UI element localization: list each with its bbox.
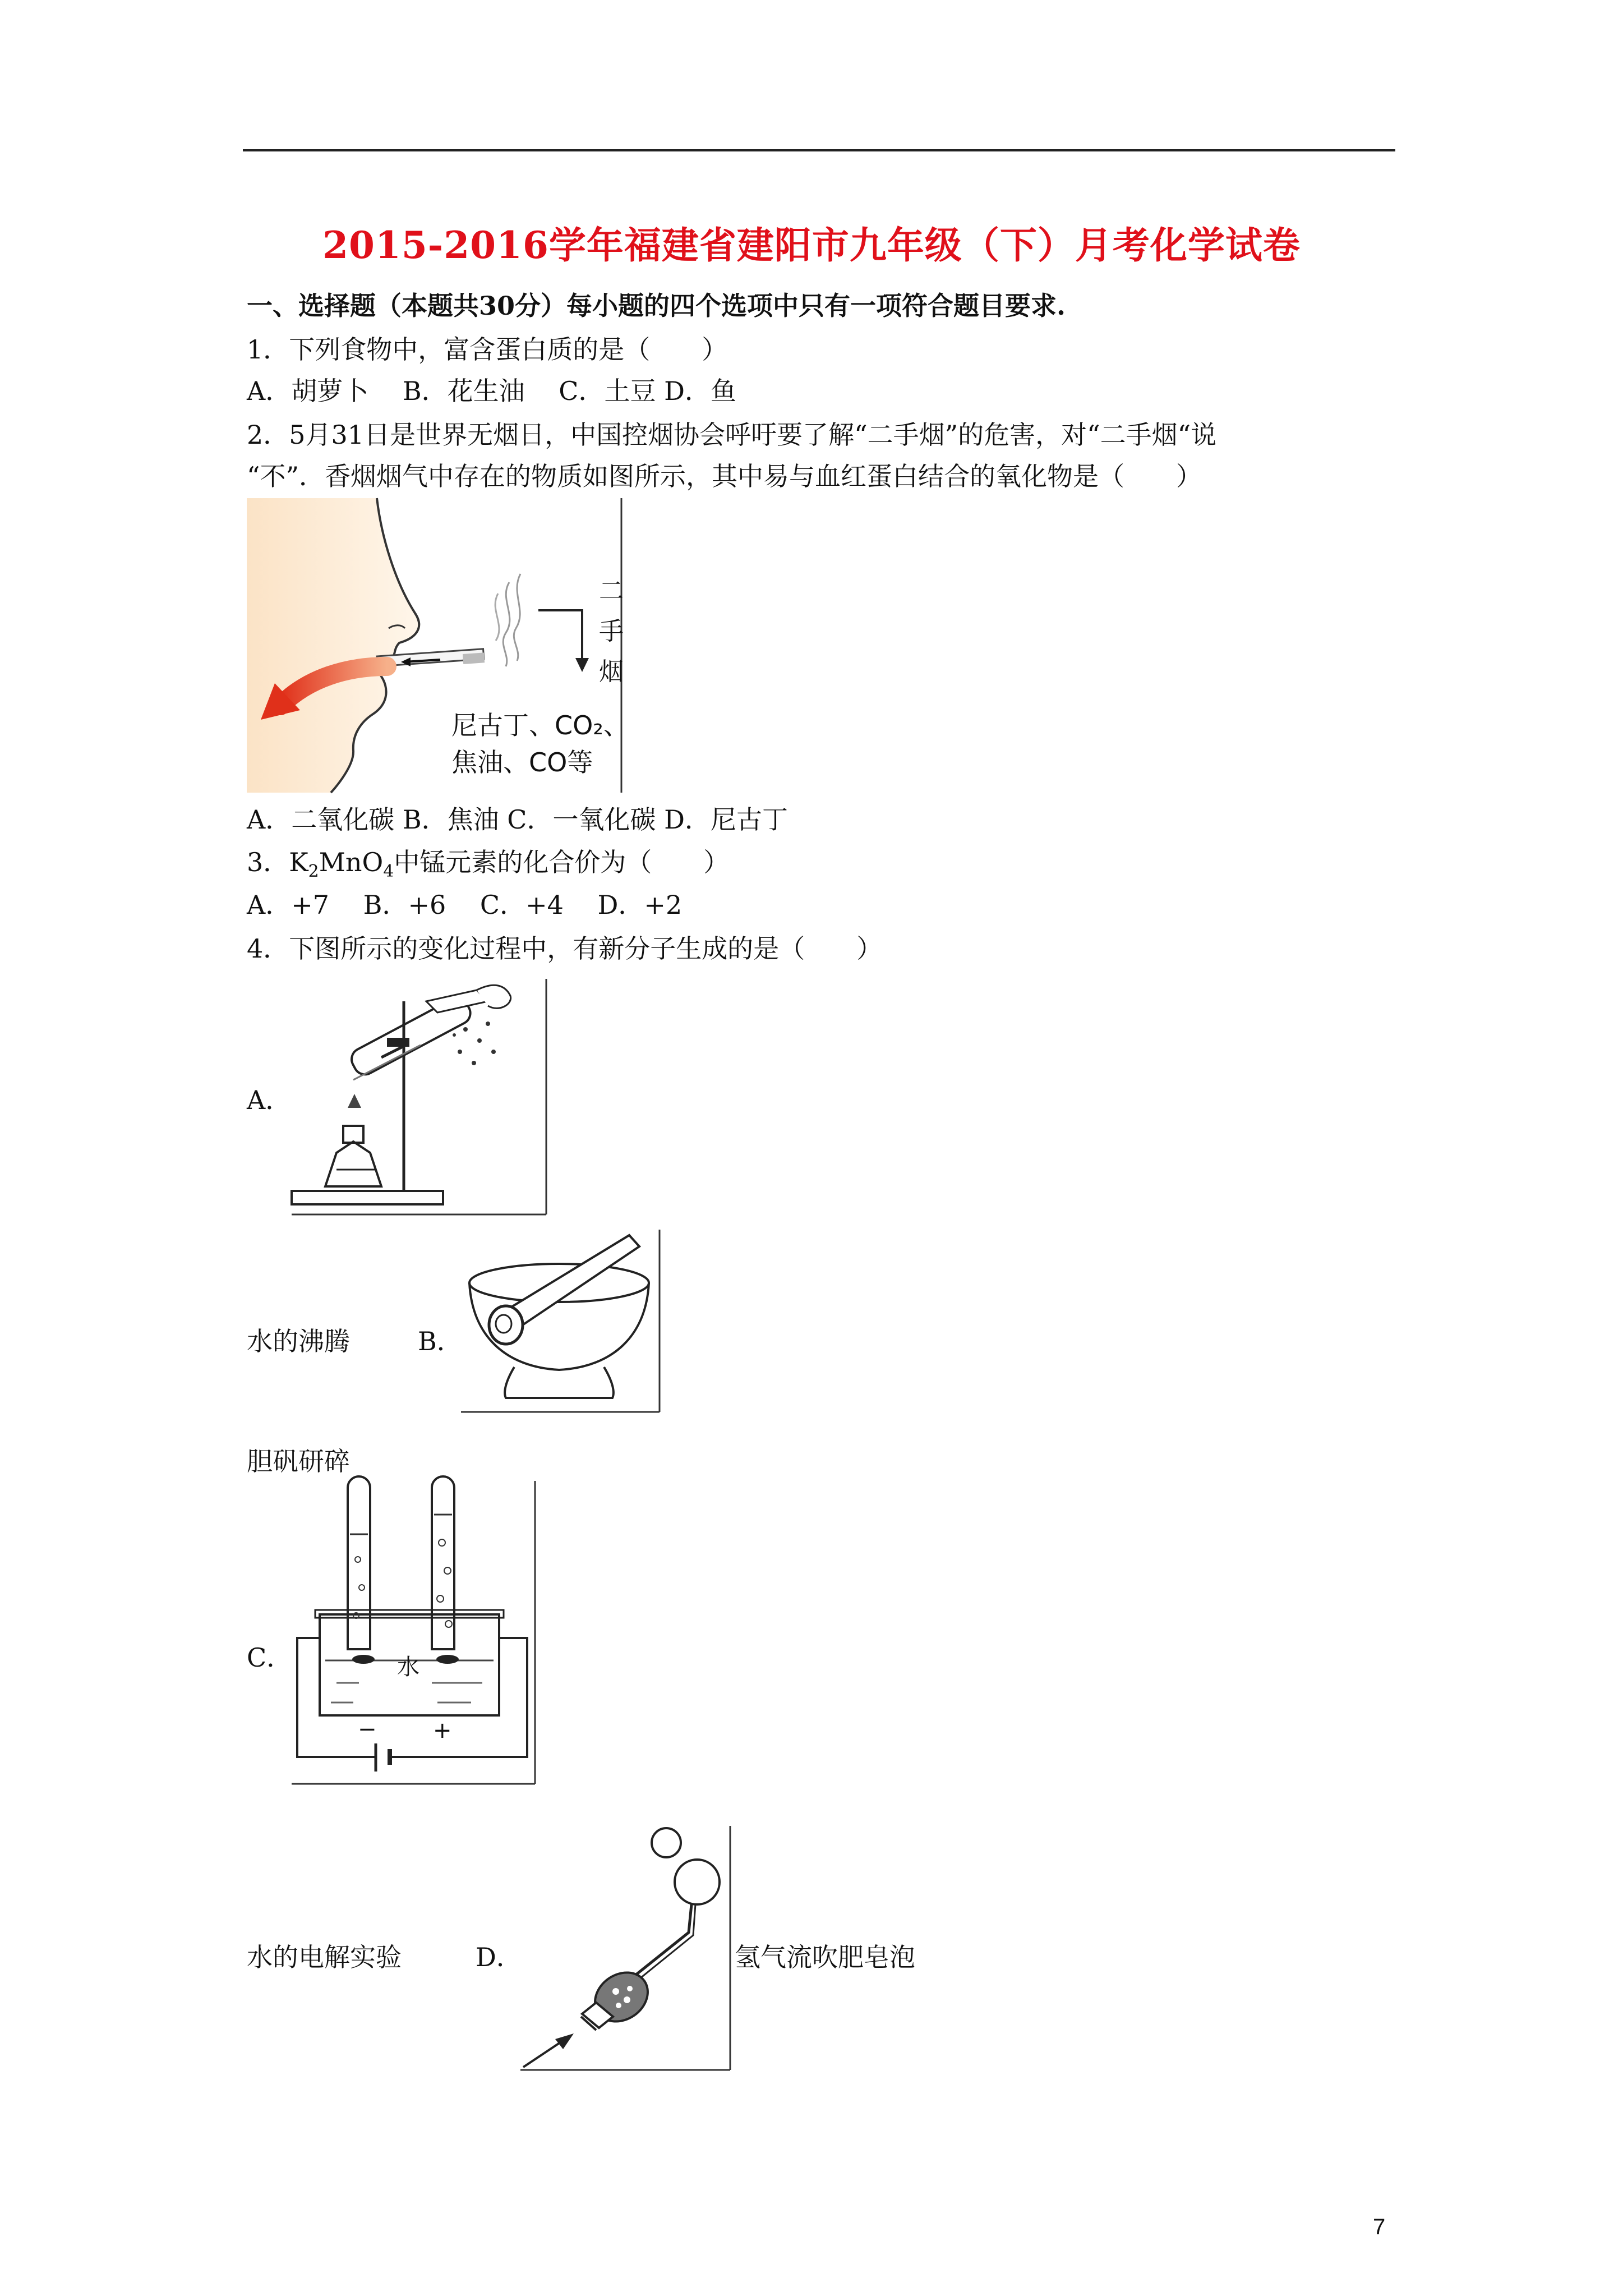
- q3-stem: [247, 846, 729, 888]
- water-label: 水: [397, 1654, 419, 1680]
- subscript: 4: [383, 862, 394, 882]
- page-number: 7: [1373, 2215, 1386, 2239]
- q4-option-a-caption: 水的沸腾: [247, 1326, 350, 1356]
- q4-option-b-caption: 胆矾研碎: [247, 1446, 350, 1476]
- smoke-components-caption: [451, 707, 629, 781]
- exam-title: 2015-2016学年福建省建阳市九年级（下）月考化学试卷: [322, 223, 1301, 267]
- q4-option-c-label: C．: [247, 1642, 293, 1673]
- q4-option-a-label: A．: [247, 1085, 292, 1115]
- q4-stem: 4．下图所示的变化过程中，有新分子生成的是（ ）: [247, 933, 883, 964]
- q4-option-d-label: D．: [476, 1942, 522, 1972]
- positive-terminal-label: +: [433, 1718, 452, 1743]
- caption-line: 焦油、CO等: [451, 747, 593, 777]
- q4-option-c-caption: 水的电解实验: [247, 1942, 402, 1972]
- q4-option-d-caption: 氢气流吹肥皂泡: [735, 1942, 915, 1972]
- subscript: 2: [308, 862, 319, 882]
- q2-stem-line1: 2．5月31日是世界无烟日，中国控烟协会呼吁要了解“二手烟”的危害，对“二手烟“说: [247, 420, 1217, 450]
- q4-option-b-label: B．: [418, 1326, 463, 1356]
- side-char: 烟: [599, 657, 624, 686]
- boiling-water-apparatus: [292, 979, 550, 1217]
- section-heading: 一、选择题（本题共30分）每小题的四个选项中只有一项符合题目要求.: [247, 291, 1066, 321]
- q3-text: MnO: [319, 847, 384, 877]
- caption-line: 尼古丁、CO₂、: [451, 710, 629, 740]
- q2-stem-line2: “不”．香烟烟气中存在的物质如图所示，其中易与血红蛋白结合的氧化物是（ ）: [247, 461, 1202, 491]
- mortar-and-pestle: [461, 1230, 663, 1415]
- soap-bubble-apparatus: [520, 1826, 734, 2073]
- side-char: 二: [599, 577, 624, 605]
- q1-stem: 1．下列食物中，富含蛋白质的是（ ）: [247, 334, 728, 365]
- electrolysis-apparatus: [292, 1481, 538, 1787]
- q3-options: A．+7 B．+6 C．+4 D．+2: [247, 890, 683, 920]
- second-hand-smoke-figure: [247, 498, 629, 793]
- q3-text: 中锰元素的化合价为（ ）: [394, 847, 730, 877]
- second-hand-smoke-label: [599, 571, 623, 692]
- electrolysis-drawing: [292, 1481, 538, 1787]
- q1-options: A．胡萝卜 B．花生油 C．土豆 D．鱼: [247, 376, 736, 406]
- header-rule: [243, 149, 1395, 151]
- q2-options: A．二氧化碳 B．焦油 C．一氧化碳 D．尼古丁: [247, 804, 788, 835]
- side-char: 手: [599, 617, 624, 646]
- negative-terminal-label: −: [358, 1717, 377, 1742]
- q3-text: 3．K: [247, 847, 308, 877]
